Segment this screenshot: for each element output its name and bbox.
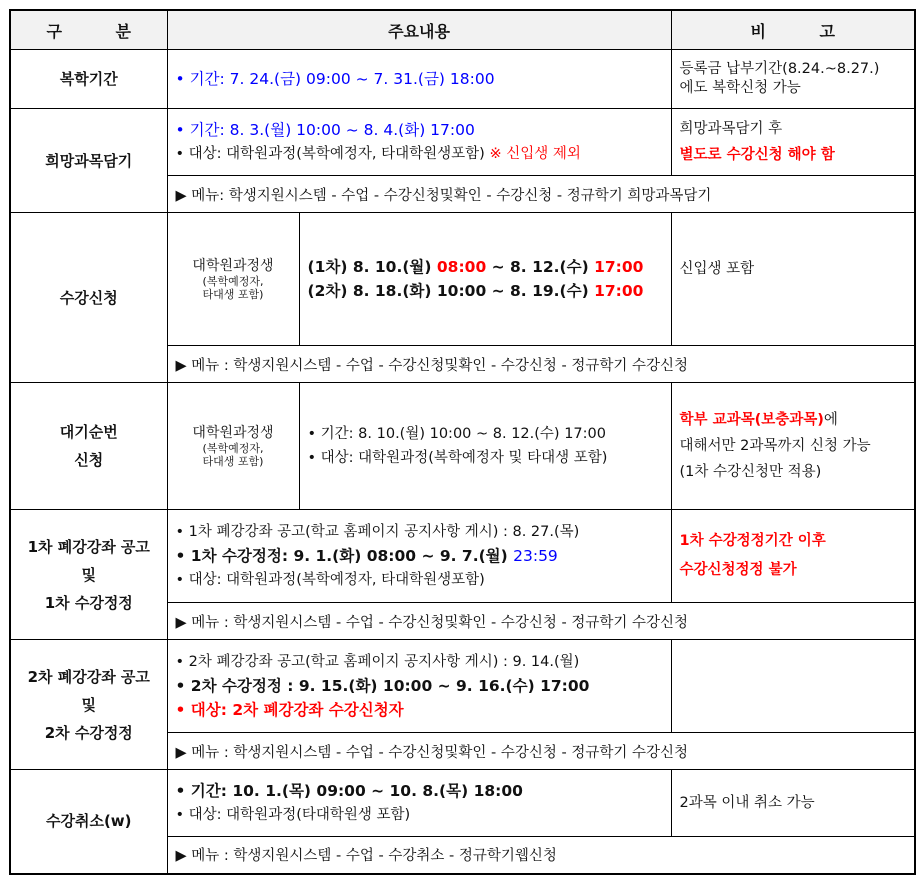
adjust2-menu: ▶ 메뉴 : 학생지원시스템 - 수업 - 수강신청및확인 - 수강신청 - 정규학기 수강신청 — [167, 733, 915, 770]
schedule-table — [9, 9, 916, 875]
row-wishlist — [10, 109, 915, 176]
adjust2-target: • 대상: 2차 폐강강좌 수강신청자 — [175, 701, 404, 719]
withdraw-target: • 대상: 대학원과정(타대학원생 포함) — [175, 807, 411, 823]
waitlist-note — [671, 383, 915, 510]
registration-note — [671, 213, 915, 346]
adjust2-notice: • 2차 폐강강좌 공고(학교 홈페이지 공지사항 게시) : 9. 14.(월) — [175, 654, 580, 670]
adjust1-note-line1: 1차 수강정정기간 이후 — [679, 533, 826, 549]
row-adjust1 — [10, 510, 915, 603]
header-note: 비 고 — [671, 10, 915, 50]
header-row — [10, 10, 915, 50]
waitlist-note-line1 — [680, 407, 907, 433]
adjust1-category-line3: 1차 수강정정 — [44, 593, 133, 612]
adjust1-period-dates: • 1차 수강정정: 9. 1.(화) 08:00 ~ 9. 7.(월) — [175, 547, 514, 565]
round1-start-time: 08:00 — [436, 258, 487, 276]
row-waitlist — [10, 383, 915, 510]
wishlist-target-exclusion: ※ 신입생 제외 — [489, 146, 581, 162]
adjust1-notice: • 1차 폐강강좌 공고(학교 홈페이지 공지사항 게시) : 8. 27.(목) — [175, 524, 580, 540]
withdraw-category: 수강취소(w) — [10, 770, 167, 874]
withdraw-menu: ▶ 메뉴 : 학생지원시스템 - 수업 - 수강취소 - 정규학기웹신청 — [167, 837, 915, 874]
readmission-period: • 기간: 7. 24.(금) 09:00 ~ 7. 31.(금) 18:00 — [175, 70, 495, 88]
adjust1-category-line1: 1차 폐강강좌 공고 — [27, 537, 150, 556]
wishlist-note-line2: 별도로 수강신청 해야 함 — [679, 147, 835, 163]
withdraw-note: 2과목 이내 취소 가능 — [671, 770, 915, 837]
adjust1-category — [10, 510, 167, 640]
withdraw-content — [167, 770, 671, 837]
adjust2-category-line3: 2차 수강정정 — [44, 723, 133, 742]
row-readmission — [10, 50, 915, 109]
header-category: 구 분 — [10, 10, 167, 50]
registration-round1 — [308, 255, 663, 279]
adjust1-target: • 대상: 대학원과정(복학예정자, 타대학원생포함) — [175, 572, 485, 588]
registration-round2 — [308, 279, 663, 303]
adjust2-note — [671, 640, 915, 733]
registration-note-text: 신입생 포함 — [679, 261, 755, 277]
waitlist-content — [299, 383, 671, 510]
row-adjust2 — [10, 640, 915, 733]
wishlist-note — [671, 109, 915, 176]
adjust2-content — [167, 640, 671, 733]
readmission-note-line2: 에도 복학신청 가능 — [679, 80, 801, 96]
waitlist-note-line3: (1차 수강신청만 적용) — [679, 464, 822, 480]
adjust2-category-line1: 2차 폐강강좌 공고 — [27, 667, 150, 686]
wishlist-menu: ▶ 메뉴: 학생지원시스템 - 수업 - 수강신청및확인 - 수강신청 - 정규학기 희망과목담기 — [167, 176, 915, 213]
registration-target-detail1: (복학예정자, — [202, 275, 264, 288]
registration-target-detail2: 타대생 포함) — [202, 288, 264, 301]
registration-category: 수강신청 — [10, 213, 167, 383]
waitlist-period: • 기간: 8. 10.(월) 10:00 ~ 8. 12.(수) 17:00 — [307, 426, 606, 442]
adjust1-period-endtime: 23:59 — [513, 547, 558, 565]
adjust1-note-line2: 수강신청정정 불가 — [679, 562, 797, 578]
readmission-note-line1: 등록금 납부기간(8.24.~8.27.) — [679, 61, 880, 77]
adjust1-period — [176, 544, 663, 568]
adjust2-category-line2: 및 — [81, 695, 96, 714]
round1-end-time: 17:00 — [594, 258, 644, 276]
waitlist-category — [10, 383, 167, 510]
waitlist-target-detail1: (복학예정자, — [202, 442, 264, 455]
adjust1-note — [671, 510, 915, 603]
wishlist-category: 희망과목담기 — [10, 109, 167, 213]
round2-end-time: 17:00 — [594, 282, 644, 300]
round2-dates: (2차) 8. 18.(화) 10:00 ~ 8. 19.(수) — [307, 282, 595, 300]
adjust1-category-line2: 및 — [81, 565, 96, 584]
registration-periods — [299, 213, 671, 346]
registration-target — [167, 213, 299, 346]
readmission-category: 복학기간 — [10, 50, 167, 109]
waitlist-note-highlight: 학부 교과목(보충과목) — [679, 412, 824, 428]
waitlist-target — [167, 383, 299, 510]
waitlist-category-line2: 신청 — [74, 451, 104, 469]
waitlist-target-text: • 대상: 대학원과정(복학예정자 및 타대생 포함) — [307, 450, 608, 466]
adjust1-menu: ▶ 메뉴 : 학생지원시스템 - 수업 - 수강신청및확인 - 수강신청 - 정규학기 수강신청 — [167, 603, 915, 640]
registration-target-main: 대학원과정생 — [192, 258, 274, 274]
row-withdraw — [10, 770, 915, 837]
registration-menu: ▶ 메뉴 : 학생지원시스템 - 수업 - 수강신청및확인 - 수강신청 - 정규학기 수강신청 — [167, 346, 915, 383]
round1-end-date: ~ 8. 12.(수) — [486, 258, 595, 276]
readmission-content — [167, 50, 671, 109]
adjust2-category — [10, 640, 167, 770]
adjust1-content — [167, 510, 671, 603]
waitlist-note-suffix: 에 — [823, 412, 838, 428]
waitlist-note-line2: 대해서만 2과목까지 신청 가능 — [679, 438, 871, 454]
wishlist-period: • 기간: 8. 3.(월) 10:00 ~ 8. 4.(화) 17:00 — [175, 121, 475, 139]
wishlist-target-text: • 대상: 대학원과정(복학예정자, 타대학원생포함) — [175, 146, 485, 162]
wishlist-note-line1: 희망과목담기 후 — [679, 121, 783, 137]
adjust2-period: • 2차 수강정정 : 9. 15.(화) 10:00 ~ 9. 16.(수) 17:00 — [175, 677, 590, 695]
withdraw-period: • 기간: 10. 1.(목) 09:00 ~ 10. 8.(목) 18:00 — [175, 782, 523, 800]
readmission-note — [671, 50, 915, 109]
row-registration — [10, 213, 915, 346]
header-content: 주요내용 — [167, 10, 671, 50]
waitlist-category-line1: 대기순번 — [59, 423, 118, 441]
wishlist-content — [167, 109, 671, 176]
wishlist-target — [176, 142, 663, 166]
waitlist-target-main: 대학원과정생 — [192, 425, 274, 441]
waitlist-target-detail2: 타대생 포함) — [202, 455, 264, 468]
round1-start-date: (1차) 8. 10.(월) — [307, 258, 437, 276]
